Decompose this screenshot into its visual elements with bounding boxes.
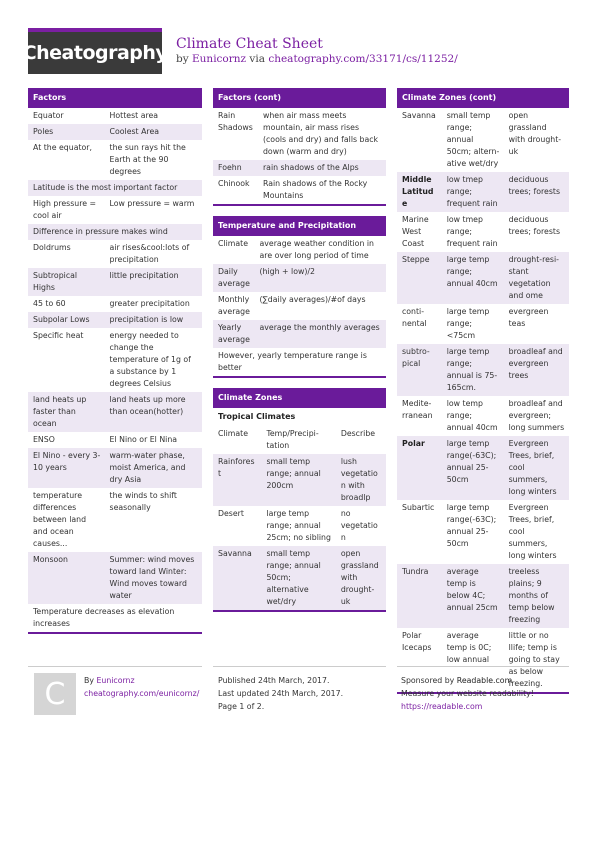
table-row [213, 108, 386, 160]
row-definition: land heats up more than ocean(hotter) [105, 392, 202, 432]
row-full-text: Latitude is the most important factor [28, 180, 202, 196]
row-definition: precipitation is low [105, 312, 202, 328]
row-description: no vegetation [336, 506, 386, 546]
row-definition: the winds to shift seasonally [105, 488, 202, 552]
row-definition: greater precipitation [105, 296, 202, 312]
row-climate: Middle Latitude [397, 172, 442, 212]
footer-divider [213, 666, 386, 667]
row-definition: Hottest area [105, 108, 202, 124]
published-date: Published 24th March, 2017. [218, 676, 330, 685]
row-description: Evergreen Trees, brief, cool summers, long winters [504, 436, 569, 500]
row-temp-precip: large temp range; annual is 75-165cm. [442, 344, 504, 396]
table-row [28, 296, 202, 312]
sponsor-name-link[interactable]: Readable.com [456, 676, 513, 685]
row-climate: Tundra [397, 564, 442, 628]
table-row [28, 432, 202, 448]
section-climate-zones [213, 388, 386, 612]
row-definition: (high + low)/2 [255, 264, 386, 292]
row-term: Subpolar Lows [28, 312, 105, 328]
row-temp-precip: small temp range; annual 200cm [261, 454, 335, 506]
table-row [28, 604, 202, 632]
row-temp-precip: large temp range; annual 25cm; no sibling [261, 506, 335, 546]
table-row [397, 304, 569, 344]
row-description: open grassland with drought-uk [504, 108, 569, 172]
table-row [213, 454, 386, 506]
row-climate: Marine West Coast [397, 212, 442, 252]
table-row [28, 240, 202, 268]
section-factors-cont [213, 88, 386, 206]
section-factors [28, 88, 202, 634]
row-term: Poles [28, 124, 105, 140]
row-description: deciduous trees; forests [504, 172, 569, 212]
section-heading: Climate Zones (cont) [397, 88, 569, 108]
row-definition: little precipitation [105, 268, 202, 296]
row-climate: Polar Icecaps [397, 628, 442, 692]
table-row [213, 176, 386, 204]
cheatography-logo[interactable] [22, 28, 168, 74]
factors-cont-table [213, 108, 386, 204]
table-row [213, 320, 386, 348]
row-description: deciduous trees; forests [504, 212, 569, 252]
row-climate: Desert [213, 506, 261, 546]
table-row [28, 124, 202, 140]
row-climate: Mediterranean [397, 396, 442, 436]
row-temp-precip: Temp/Precipitation [261, 426, 335, 454]
row-definition: average the monthly averages [255, 320, 386, 348]
row-term: ENSO [28, 432, 105, 448]
row-term: At the equator, [28, 140, 105, 180]
table-row [213, 264, 386, 292]
section-heading: Temperature and Precipitation [213, 216, 386, 236]
row-definition: the sun rays hit the Earth at the 90 degrees [105, 140, 202, 180]
row-description: broadleaf and evergreen; long summers [504, 396, 569, 436]
temp-precip-table [213, 236, 386, 376]
footer-sponsor [401, 674, 534, 713]
section-heading: Factors [28, 88, 202, 108]
row-description: Evergreen Trees, brief, cool summers, long winters [504, 500, 569, 564]
row-climate: Rainforest [213, 454, 261, 506]
row-climate: Savanna [213, 546, 261, 610]
row-temp-precip: large temp range(-63C);annual 25-50cm [442, 436, 504, 500]
footer-dates [218, 674, 343, 713]
row-term: Specific heat [28, 328, 105, 392]
avatar-letter: C [44, 676, 66, 712]
zones-cont-table [397, 108, 569, 692]
row-definition: (∑daily averages)/#of days [255, 292, 386, 320]
row-term: Equator [28, 108, 105, 124]
row-term: land heats up faster than ocean [28, 392, 105, 432]
table-row [397, 252, 569, 304]
row-temp-precip: large temp range; annual 40cm [442, 252, 504, 304]
row-term: Yearly average [213, 320, 255, 348]
row-term: Climate [213, 236, 255, 264]
logo-text: Cheatography [22, 42, 168, 64]
footer-by-label: By [84, 676, 94, 685]
tropical-table [213, 426, 386, 610]
row-definition: El Nino or El Nina [105, 432, 202, 448]
author-link[interactable]: Eunicornz [192, 53, 247, 65]
table-row [28, 552, 202, 604]
table-row [28, 140, 202, 180]
row-term: temperature differences between land and ocean causes... [28, 488, 105, 552]
sponsor-text: Measure your website readability! [401, 689, 534, 698]
row-full-text: Temperature decreases as elevation increases [28, 604, 202, 632]
row-description: open grassland with drought-uk [336, 546, 386, 610]
row-temp-precip: large temp range(-63C);annual 25-50cm [442, 500, 504, 564]
row-definition: Coolest Area [105, 124, 202, 140]
row-term: Monsoon [28, 552, 105, 604]
row-climate: Steppe [397, 252, 442, 304]
row-temp-precip: large temp range;<75cm [442, 304, 504, 344]
table-row [213, 292, 386, 320]
row-temp-precip: low tmep range; frequent rain [442, 212, 504, 252]
table-row [28, 196, 202, 224]
row-definition: Rain shadows of the Rocky Mountains [258, 176, 386, 204]
row-definition: when air mass meets mountain, air mass rises (cools and dry) and falls back down (warm and dry) [258, 108, 386, 160]
row-temp-precip: low tmep range; frequent rain [442, 172, 504, 212]
row-temp-precip: average temp is 0C; low annual [442, 628, 504, 692]
row-term: El Nino - every 3-10 years [28, 448, 105, 488]
sponsor-url-link[interactable]: https://readable.com [401, 702, 483, 711]
footer-author-url[interactable]: cheatography.com/eunicornz/ [84, 689, 200, 698]
table-row [397, 436, 569, 500]
row-term: 45 to 60 [28, 296, 105, 312]
table-row [213, 236, 386, 264]
row-description: drought-resistant vegetation and ome [504, 252, 569, 304]
row-definition: air rises&cool:lots of precipitation [105, 240, 202, 268]
footer-author [84, 674, 199, 700]
row-term: Monthly average [213, 292, 255, 320]
footer-divider [397, 666, 569, 667]
row-climate: Savanna [397, 108, 442, 172]
factors-table [28, 108, 202, 632]
updated-date: Last updated 24th March, 2017. [218, 689, 344, 698]
table-row [397, 500, 569, 564]
row-temp-precip: small temp range; annual 50cm; alternative wet/dry [261, 546, 335, 610]
byline-by: by [176, 53, 189, 65]
row-climate: subtropical [397, 344, 442, 396]
row-climate: Polar [397, 436, 442, 500]
row-description: little or no llife; temp is going to stay as below freezing. [504, 628, 569, 692]
section-heading: Climate Zones [213, 388, 386, 408]
column-2 [213, 88, 386, 620]
footer-author-link[interactable]: Eunicornz [96, 676, 135, 685]
byline-via: via [249, 53, 265, 65]
table-row [213, 426, 386, 454]
table-row [28, 224, 202, 240]
row-term: Subtropical Highs [28, 268, 105, 296]
table-row [213, 160, 386, 176]
section-temperature-precipitation [213, 216, 386, 378]
table-row [28, 328, 202, 392]
section-heading: Factors (cont) [213, 88, 386, 108]
column-1 [28, 88, 202, 642]
row-term: Doldrums [28, 240, 105, 268]
table-row [397, 172, 569, 212]
table-row [397, 344, 569, 396]
row-definition: Summer: wind moves toward land Winter: Wind moves toward water [105, 552, 202, 604]
author-avatar[interactable] [34, 673, 76, 715]
row-definition: Low pressure = warm [105, 196, 202, 224]
row-full-text: Difference in pressure makes wind [28, 224, 202, 240]
row-definition: warm-water phase, moist America, and dry Asia [105, 448, 202, 488]
table-row [397, 108, 569, 172]
table-row [28, 392, 202, 432]
row-description: broadleaf and evergreen trees [504, 344, 569, 396]
row-temp-precip: average temp is below 4C; annual 25cm [442, 564, 504, 628]
byline [176, 53, 458, 65]
row-climate: Climate [213, 426, 261, 454]
row-climate: continental [397, 304, 442, 344]
subheading-tropical: Tropical Climates [218, 412, 296, 421]
page-number: Page 1 of 2. [218, 702, 265, 711]
row-definition: average weather condition in are over long period of time [255, 236, 386, 264]
row-term: Rain Shadows [213, 108, 258, 160]
row-description: Describe [336, 426, 386, 454]
table-row [213, 506, 386, 546]
row-description: evergreen teas [504, 304, 569, 344]
table-row [28, 488, 202, 552]
row-full-text: However, yearly temperature range is better [213, 348, 386, 376]
row-climate: Subartic [397, 500, 442, 564]
table-row [28, 268, 202, 296]
table-row [397, 212, 569, 252]
table-row [397, 564, 569, 628]
table-row [28, 448, 202, 488]
sponsor-prefix: Sponsored by [401, 676, 455, 685]
sheet-url-link[interactable]: cheatography.com/33171/cs/11252/ [268, 53, 458, 65]
row-term: Foehn [213, 160, 258, 176]
row-temp-precip: small temp range; annual 50cm; alternative wet/dry [442, 108, 504, 172]
row-definition: energy needed to change the temperature of 1g of a substance by 1 degrees Celsius [105, 328, 202, 392]
row-term: Daily average [213, 264, 255, 292]
row-definition: rain shadows of the Alps [258, 160, 386, 176]
table-row [28, 108, 202, 124]
row-description: treeless plains; 9 months of temp below freezing [504, 564, 569, 628]
row-term: High pressure = cool air [28, 196, 105, 224]
row-term: Chinook [213, 176, 258, 204]
table-row [28, 312, 202, 328]
table-row [28, 180, 202, 196]
column-3 [397, 88, 569, 702]
row-description: lush vegetation with broadlp [336, 454, 386, 506]
row-temp-precip: low temp range; annual 40cm [442, 396, 504, 436]
page-title: Climate Cheat Sheet [176, 36, 323, 52]
footer-divider [28, 666, 202, 667]
table-row [213, 546, 386, 610]
table-row [213, 348, 386, 376]
table-row [397, 396, 569, 436]
section-climate-zones-cont [397, 88, 569, 694]
